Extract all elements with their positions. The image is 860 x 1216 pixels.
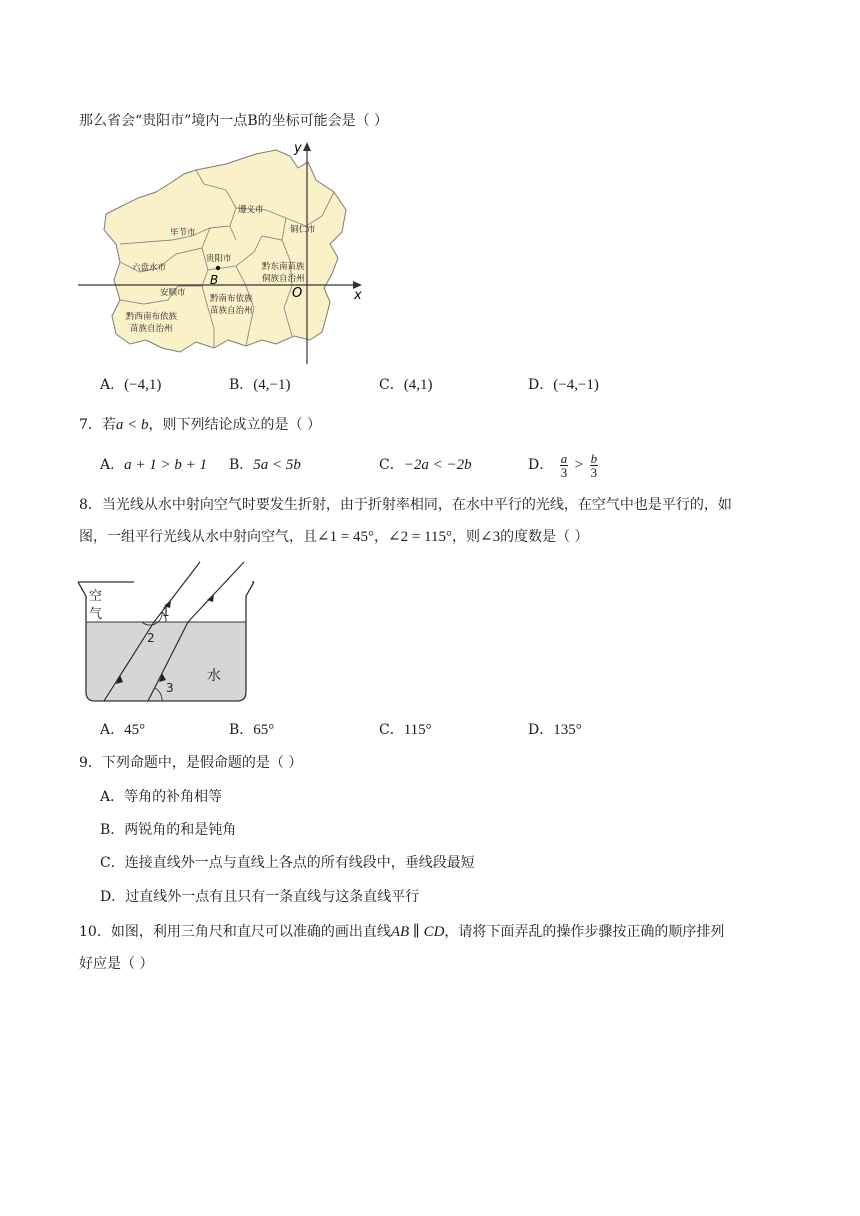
label-water: 水 [207,668,221,684]
q8-line2: 图，一组平行光线从水中射向空气，且∠1 = 45°，∠2 = 115°，则∠3的度数是（ ） [79,529,589,545]
label-angle-1: 1 [162,605,170,619]
q6-option-d: D．(−4,−1) [528,377,599,393]
region-qiandongnan-1: 黔东南苗族 [262,262,305,272]
region-qiandongnan-2: 侗族自治州 [262,274,305,284]
q7-stem: 7．若a < b，则下列结论成立的是（ ） [79,417,321,433]
q6-option-b: B．(4,−1) [229,377,291,393]
region-zunyi: 遵义市 [238,205,264,215]
region-anshun: 安顺市 [160,288,186,298]
point-b-dot [216,266,220,270]
q8-option-d: D．135° [528,722,582,738]
x-axis-label: x [354,288,362,303]
q8-option-a: A．45° [100,722,146,738]
point-b-label: B [210,273,219,287]
q8-option-b: B．65° [229,722,275,738]
label-angle-2: 2 [147,631,155,645]
label-air-1: 空 [89,589,103,604]
q10-line2: 好应是（ ） [79,956,154,972]
y-axis-label: y [294,141,302,156]
q7-d-frac-b: $\frac{b}{3}$ [590,450,598,480]
q9-stem: 9．下列命题中，是假命题的是（ ） [79,755,303,771]
q9-option-d: D．过直线外一点有且只有一条直线与这条直线平行 [100,889,420,905]
q7-option-b: B．5a < 5b [229,457,301,473]
region-qianxinan-2: 苗族自治州 [130,324,173,334]
q7-option-d: D． $\frac{a}{3}$ > $\frac{b}{3}$ [528,450,598,480]
q6-stem: 那么省会“贵阳市”境内一点B的坐标可能会是（ ） [79,113,389,129]
region-bijie: 毕节市 [170,228,196,238]
origin-label: O [292,286,303,301]
region-liupanshui: 六盘水市 [132,263,167,273]
q10-line1: 10．如图，利用三角尺和直尺可以准确的画出直线AB ∥ CD，请将下面弄乱的操作步骤按正确的顺序排列 [79,924,725,940]
guizhou-map [76,140,366,368]
region-qianxinan-1: 黔西南布依族 [126,312,178,322]
region-tongren: 铜仁市 [290,225,316,235]
refraction-figure [76,560,256,706]
q9-option-a: A．等角的补角相等 [100,789,223,805]
q8-option-c: C．115° [379,722,432,738]
y-axis-arrow [303,142,311,151]
region-qiannan-2: 苗族自治州 [210,306,253,316]
q7-option-a: A．a + 1 > b + 1 [100,457,207,473]
q7-d-frac-a: $\frac{a}{3}$ [560,450,568,480]
region-qiannan-1: 黔南布依族 [210,294,253,304]
q6-option-a: A．(−4,1) [100,377,162,393]
q9-option-c: C．连接直线外一点与直线上各点的所有线段中，垂线段最短 [100,855,475,871]
label-air-2: 气 [89,607,103,622]
q7-option-c: C．−2a < −2b [379,457,472,473]
q8-line1: 8．当光线从水中射向空气时要发生折射，由于折射率相同，在水中平行的光线，在空气中也是平行的，如 [79,497,732,513]
label-angle-3: 3 [166,681,174,695]
q6-option-c: C．(4,1) [379,377,433,393]
region-guiyang: 贵阳市 [206,254,232,264]
ray-2-air [188,562,244,622]
ray-1-air [154,562,200,622]
q9-option-b: B．两锐角的和是钝角 [100,822,237,838]
